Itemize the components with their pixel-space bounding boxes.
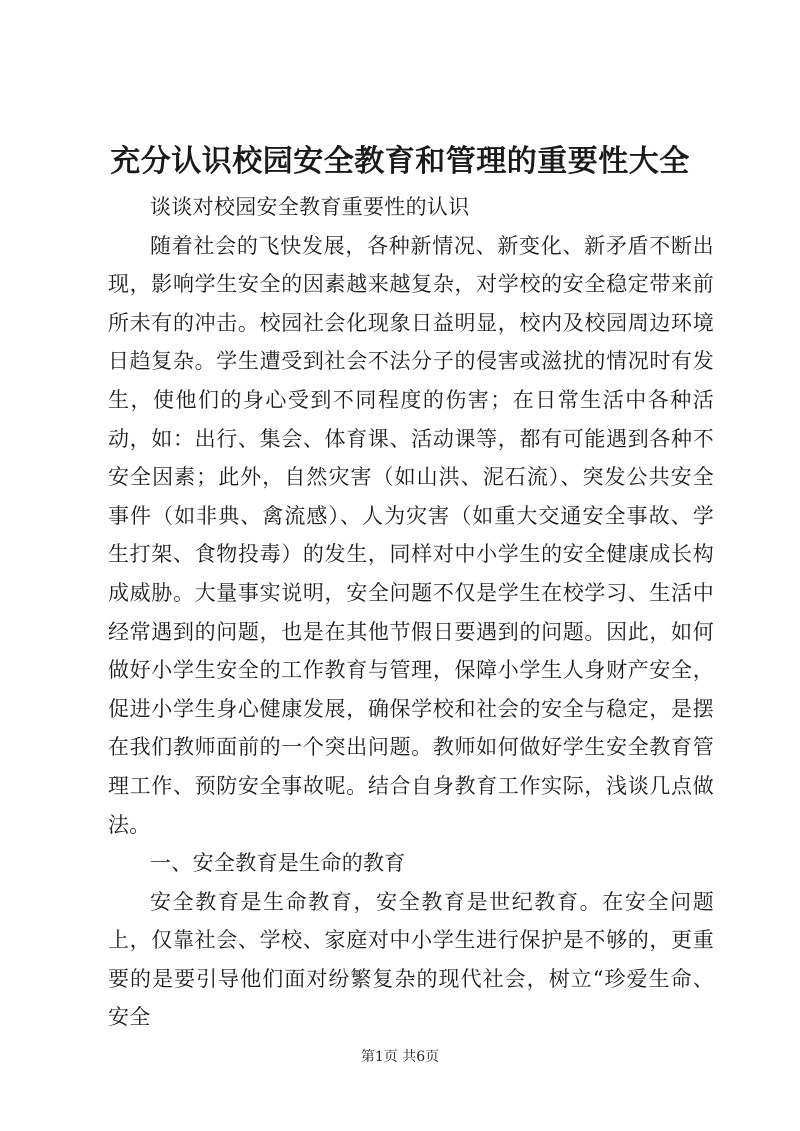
document-title: 充分认识校园安全教育和管理的重要性大全 — [110, 144, 690, 179]
document-body — [108, 188, 714, 1037]
subtitle-paragraph: 谈谈对校园安全教育重要性的认识 — [150, 195, 470, 219]
intro-paragraph: 随着社会的飞快发展，各种新情况、新变化、新矛盾不断出现，影响学生安全的因素越来越复杂，对学校的安全稳定带来前所未有的冲击。校园社会化现象日益明显，校内及校园周边环境日趋复杂。学生遭受到社会不法分子的侵害或滋扰的情况时有发生，使他们的身心受到不同程度的伤害；在日常生活中各种活动，如：出行、集会、体育课、活动课等，都有可能遇到各种不安全因素；此外，自然灾害（如山洪、泥石流）、突发公共安全事件（如非典、禽流感）、人为灾害（如重大交通安全事故、学生打架、食物投毒）的发生，同样对中小学生的安全健康成长构成威胁。大量事实说明，安全问题不仅是学生在校学习、生活中经常遇到的问题，也是在其他节假日要遇到的问题。因此，如何做好小学生安全的工作教育与管理，保障小学生人身财产安全，促进小学生身心健康发展，确保学校和社会的安全与稳定，是摆在我们教师面前的一个突出问题。教师如何做好学生安全教育管理工作、预防安全事故呢。结合自身教育工作实际，浅谈几点做法。 — [108, 233, 714, 837]
section-heading: 一、安全教育是生命的教育 — [150, 851, 406, 876]
section-paragraph: 安全教育是生命教育，安全教育是世纪教育。在安全问题上，仅靠社会、学校、家庭对中小学生进行保护是不够的，更重要的是要引导他们面对纷繁复杂的现代社会，树立“珍爱生命、安全 — [108, 889, 714, 1030]
page-number-footer: 第1页 共6页 — [360, 1049, 440, 1065]
